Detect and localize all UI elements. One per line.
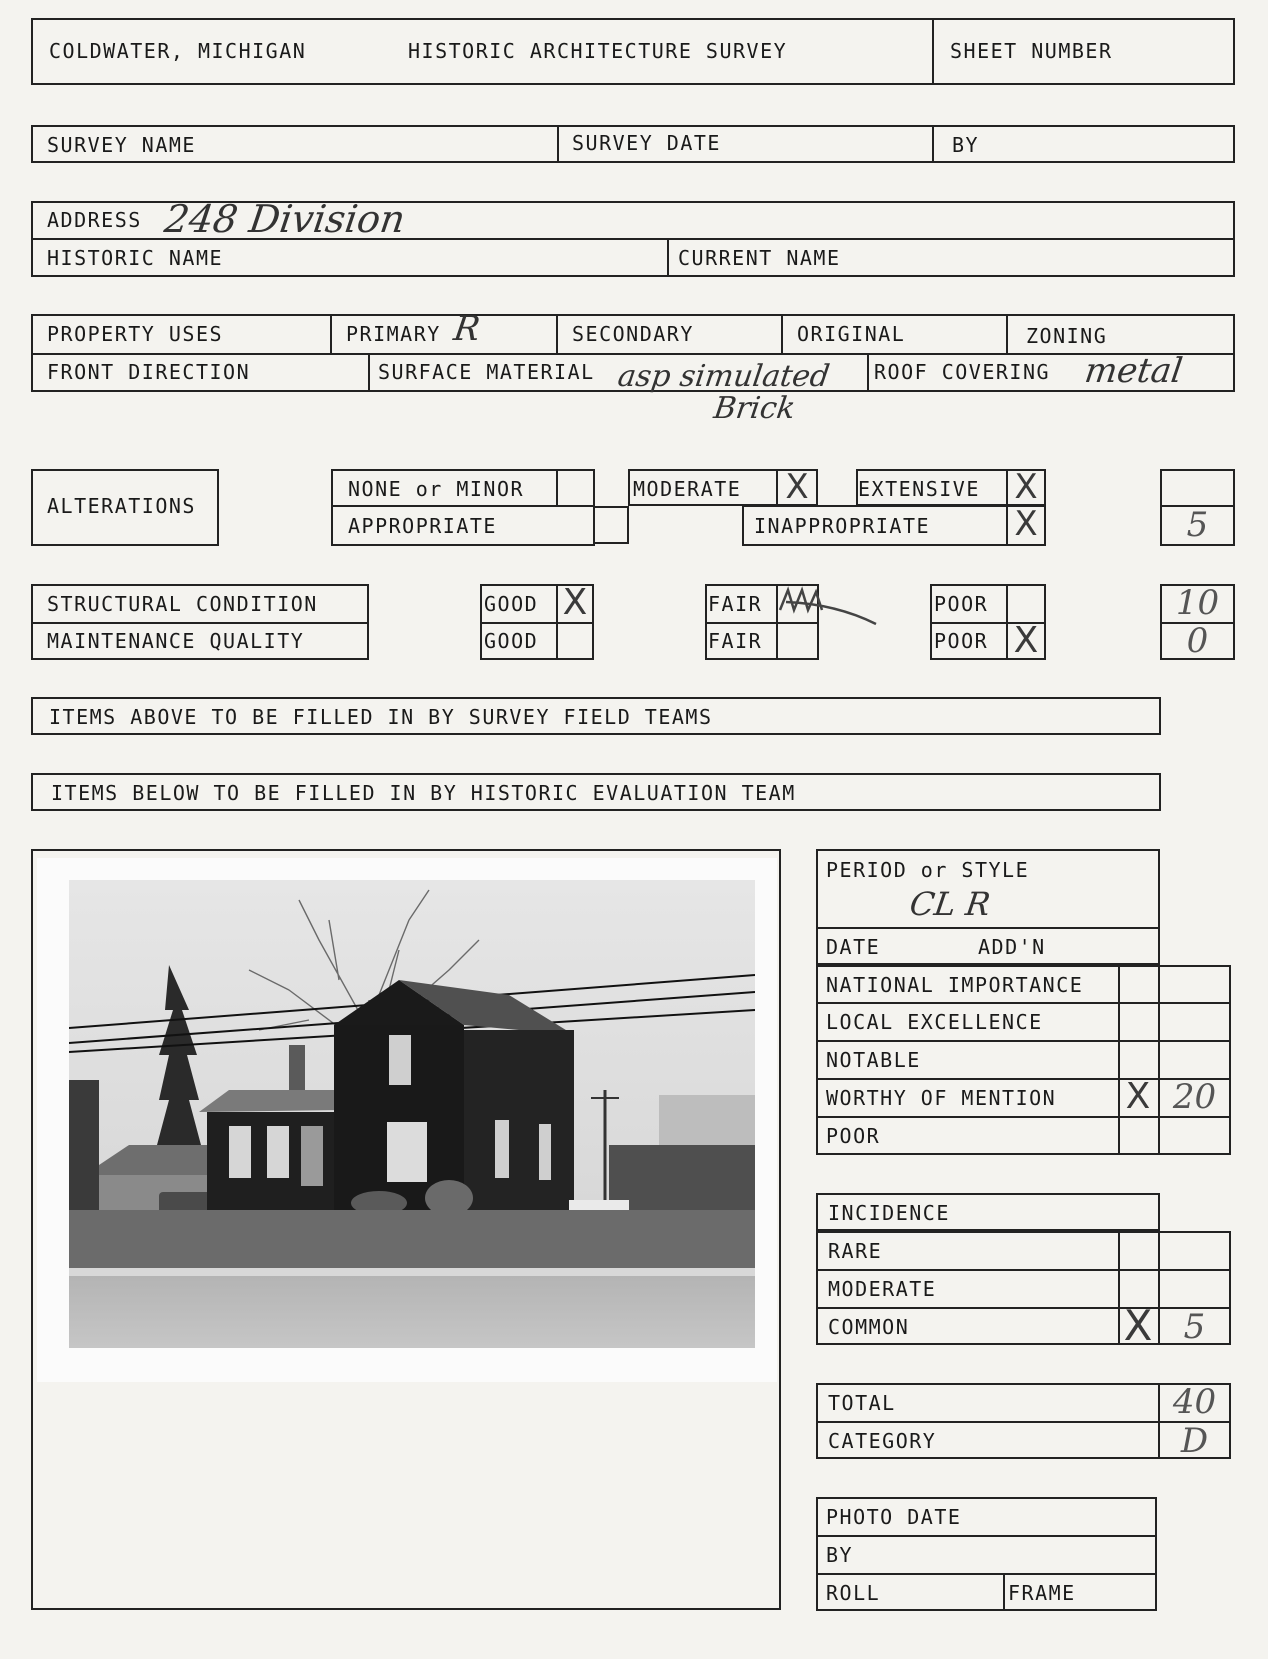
incidence-moderate-label: MODERATE bbox=[828, 1277, 937, 1301]
maintenance-quality-label: MAINTENANCE QUALITY bbox=[47, 629, 305, 653]
primary-label: PRIMARY bbox=[346, 322, 441, 346]
property-div-2 bbox=[556, 314, 558, 353]
date-field[interactable]: DATE bbox=[826, 935, 881, 959]
maintenance-poor-label: POOR bbox=[934, 629, 989, 653]
sheet-number-field[interactable]: SHEET NUMBER bbox=[950, 39, 1113, 63]
moderate-label: MODERATE bbox=[633, 477, 742, 501]
structural-poor-label: POOR bbox=[934, 592, 989, 616]
survey-divider-2 bbox=[932, 125, 934, 163]
national-importance-checkbox[interactable] bbox=[1120, 967, 1156, 1001]
roof-covering-label: ROOF COVERING bbox=[874, 360, 1051, 384]
frame-field[interactable]: FRAME bbox=[1008, 1581, 1076, 1605]
alterations-label: ALTERATIONS bbox=[47, 494, 196, 518]
structural-good-label: GOOD bbox=[484, 592, 539, 616]
worthy-of-mention-checkbox[interactable]: X bbox=[1125, 1076, 1151, 1117]
evaluation-team-text: ITEMS BELOW TO BE FILLED IN BY HISTORIC EVALUATION TEAM bbox=[51, 781, 796, 805]
structural-condition-label: STRUCTURAL CONDITION bbox=[47, 592, 318, 616]
period-style-label: PERIOD or STYLE bbox=[826, 858, 1030, 882]
local-excellence-label: LOCAL EXCELLENCE bbox=[826, 1010, 1043, 1034]
structural-fair-label: FAIR bbox=[708, 592, 763, 616]
maintenance-score[interactable]: 0 bbox=[1186, 621, 1209, 661]
common-label: COMMON bbox=[828, 1315, 910, 1339]
front-direction-field[interactable]: FRONT DIRECTION bbox=[47, 360, 251, 384]
header-divider bbox=[932, 18, 934, 85]
maintenance-fair-checkbox[interactable] bbox=[778, 624, 817, 658]
local-excellence-checkbox[interactable] bbox=[1120, 1004, 1156, 1038]
none-minor-label: NONE or MINOR bbox=[348, 477, 525, 501]
sig-row-divider-2 bbox=[816, 1040, 1231, 1042]
eval-poor-label: POOR bbox=[826, 1124, 881, 1148]
photo-info-divider-1 bbox=[816, 1535, 1157, 1537]
notable-checkbox[interactable] bbox=[1120, 1042, 1156, 1076]
photo-date-field[interactable]: PHOTO DATE bbox=[826, 1505, 962, 1529]
primary-value[interactable]: R bbox=[451, 309, 483, 349]
maintenance-good-label: GOOD bbox=[484, 629, 539, 653]
surface-material-value-2[interactable]: Brick bbox=[711, 391, 798, 426]
name-divider bbox=[667, 238, 669, 277]
secondary-field[interactable]: SECONDARY bbox=[572, 322, 694, 346]
property-div-3 bbox=[781, 314, 783, 353]
worthy-of-mention-label: WORTHY OF MENTION bbox=[826, 1086, 1057, 1110]
common-score[interactable]: 5 bbox=[1183, 1307, 1206, 1347]
none-minor-checkbox[interactable] bbox=[558, 471, 593, 504]
period-style-value[interactable]: CL R bbox=[907, 885, 993, 923]
sig-col-divider-2 bbox=[1158, 965, 1160, 1155]
structural-poor-checkbox[interactable] bbox=[1008, 586, 1044, 620]
total-label: TOTAL bbox=[828, 1391, 896, 1415]
sig-row-divider-4 bbox=[816, 1116, 1231, 1118]
inc-row-divider-1 bbox=[816, 1269, 1231, 1271]
city-label: COLDWATER, MICHIGAN bbox=[49, 39, 307, 63]
maintenance-poor-checkbox[interactable]: X bbox=[1013, 620, 1039, 661]
property-div-4 bbox=[1006, 314, 1008, 353]
national-importance-label: NATIONAL IMPORTANCE bbox=[826, 973, 1084, 997]
structural-good-checkbox[interactable]: X bbox=[562, 582, 588, 623]
none-minor-divider bbox=[331, 505, 595, 507]
field-teams-text: ITEMS ABOVE TO BE FILLED IN BY SURVEY FIELD TEAMS bbox=[49, 705, 713, 729]
photo-info-divider-2 bbox=[816, 1573, 1157, 1575]
survey-date-field[interactable]: SURVEY DATE bbox=[572, 131, 721, 155]
house-photo bbox=[69, 880, 755, 1348]
appropriate-label: APPROPRIATE bbox=[348, 514, 497, 538]
current-name-field[interactable]: CURRENT NAME bbox=[678, 246, 841, 270]
condition-label-divider bbox=[31, 622, 369, 624]
surface-material-value[interactable]: asp simulated bbox=[615, 359, 832, 394]
maintenance-good-checkbox[interactable] bbox=[558, 624, 592, 658]
address-label: ADDRESS bbox=[47, 208, 142, 232]
category-label: CATEGORY bbox=[828, 1429, 937, 1453]
property-div-1 bbox=[330, 314, 332, 353]
original-field[interactable]: ORIGINAL bbox=[797, 322, 906, 346]
extensive-checkbox[interactable]: X bbox=[1014, 467, 1038, 507]
worthy-of-mention-score[interactable]: 20 bbox=[1172, 1077, 1217, 1117]
incidence-moderate-checkbox[interactable] bbox=[1120, 1271, 1156, 1305]
roll-field[interactable]: ROLL bbox=[826, 1581, 881, 1605]
inappropriate-label: INAPPROPRIATE bbox=[754, 514, 931, 538]
totals-divider bbox=[816, 1421, 1231, 1423]
address-value[interactable]: 248 Division bbox=[161, 197, 408, 241]
maintenance-fair-label: FAIR bbox=[708, 629, 763, 653]
category-value[interactable]: D bbox=[1180, 1421, 1209, 1461]
moderate-checkbox[interactable]: X bbox=[785, 467, 809, 507]
extensive-label: EXTENSIVE bbox=[858, 477, 980, 501]
alterations-score[interactable]: 5 bbox=[1186, 505, 1209, 545]
photo-info-col-divider bbox=[1003, 1573, 1005, 1611]
addn-field[interactable]: ADD'N bbox=[978, 935, 1046, 959]
inc-row-divider-2 bbox=[816, 1307, 1231, 1309]
property-divider bbox=[31, 353, 1235, 355]
property-uses-label: PROPERTY USES bbox=[47, 322, 224, 346]
rare-checkbox[interactable] bbox=[1120, 1233, 1156, 1267]
incidence-label: INCIDENCE bbox=[828, 1201, 950, 1225]
appropriate-checkbox[interactable] bbox=[595, 506, 629, 544]
common-checkbox[interactable]: X bbox=[1123, 1301, 1153, 1350]
notable-label: NOTABLE bbox=[826, 1048, 921, 1072]
property-div-6 bbox=[867, 353, 869, 392]
historic-name-field[interactable]: HISTORIC NAME bbox=[47, 246, 224, 270]
inappropriate-checkbox[interactable]: X bbox=[1014, 504, 1038, 544]
rare-label: RARE bbox=[828, 1239, 883, 1263]
survey-name-field[interactable]: SURVEY NAME bbox=[47, 133, 196, 157]
property-div-5 bbox=[368, 353, 370, 392]
roof-covering-value[interactable]: metal bbox=[1082, 351, 1185, 391]
survey-divider-1 bbox=[557, 125, 559, 163]
zoning-field[interactable]: ZONING bbox=[1026, 324, 1108, 348]
surface-material-label: SURFACE MATERIAL bbox=[378, 360, 595, 384]
survey-by-field[interactable]: BY bbox=[952, 133, 980, 157]
sig-row-divider-1 bbox=[816, 1002, 1231, 1004]
structural-score[interactable]: 10 bbox=[1175, 583, 1220, 623]
fair-scribble-icon bbox=[776, 582, 880, 626]
survey-title: HISTORIC ARCHITECTURE SURVEY bbox=[408, 39, 788, 63]
photo-by-field[interactable]: BY bbox=[826, 1543, 854, 1567]
total-value[interactable]: 40 bbox=[1172, 1382, 1217, 1422]
eval-poor-checkbox[interactable] bbox=[1120, 1118, 1156, 1153]
